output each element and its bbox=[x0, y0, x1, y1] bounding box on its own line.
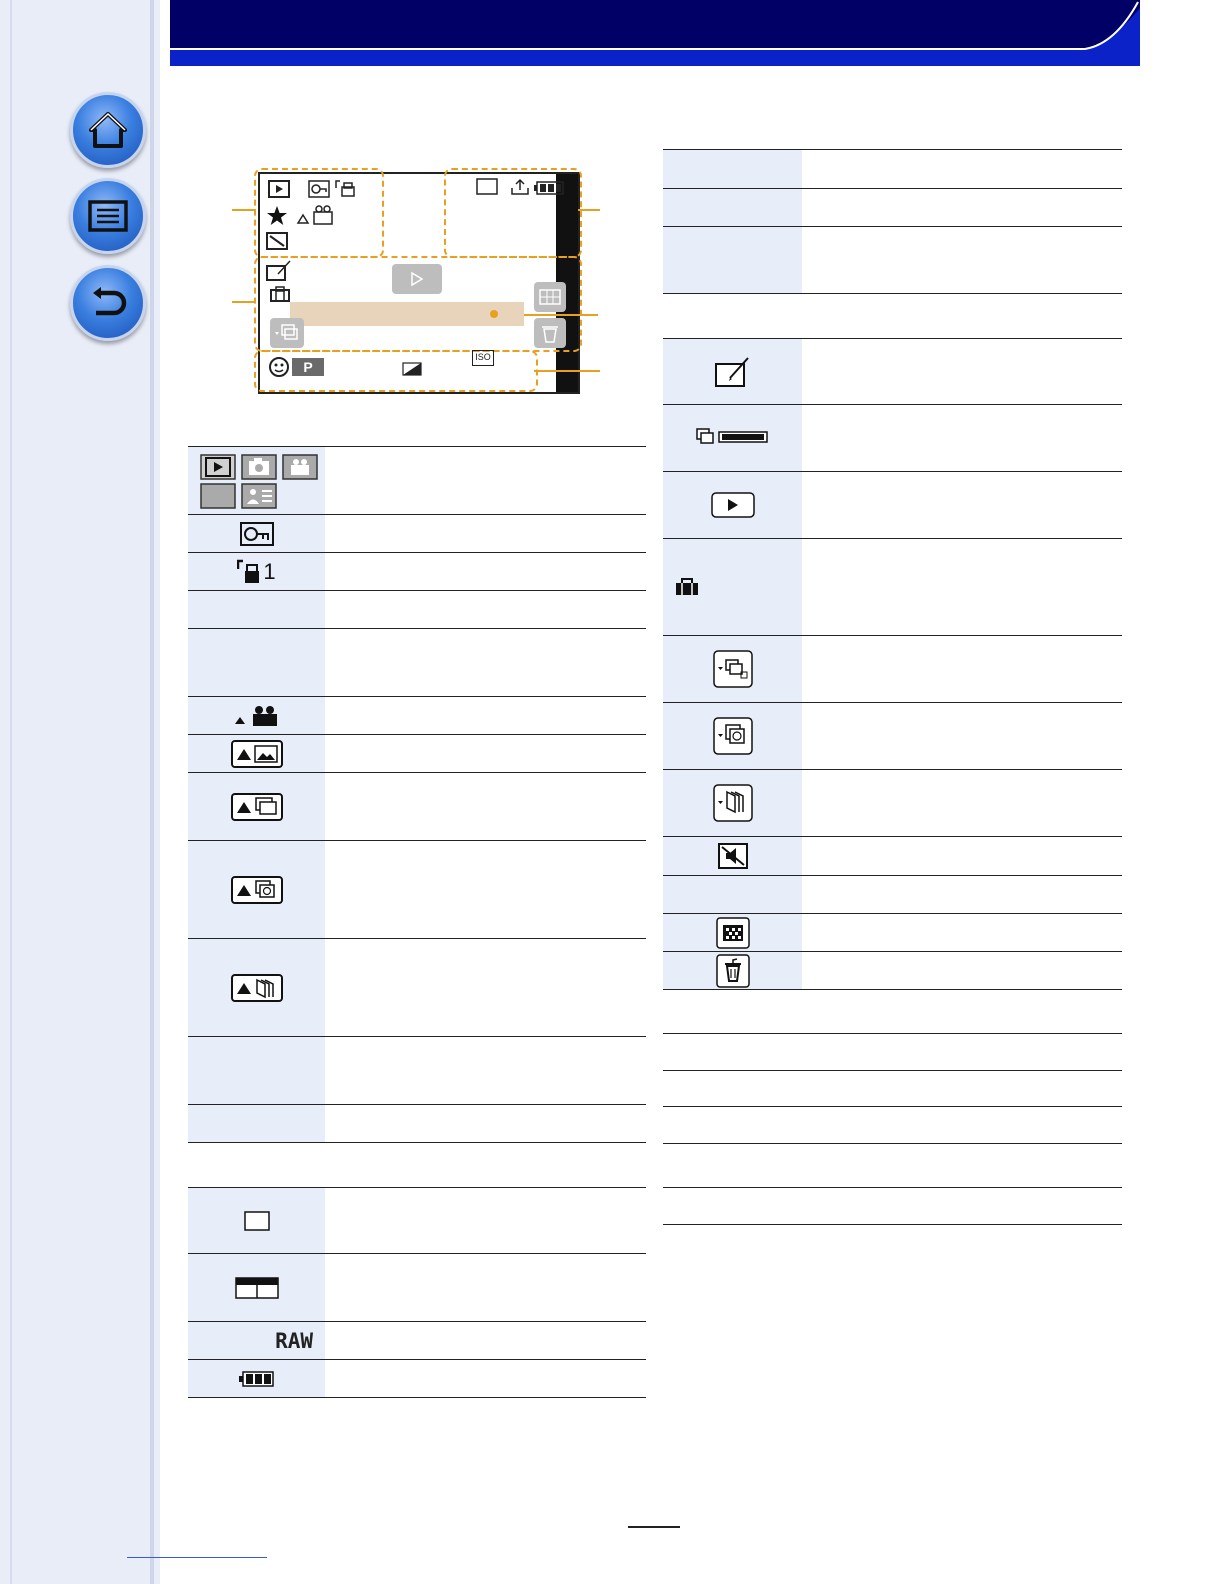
table-row bbox=[663, 703, 1122, 770]
playback-screen-diagram bbox=[228, 160, 608, 400]
table-row bbox=[188, 591, 646, 629]
travel-date-icon bbox=[675, 578, 699, 596]
table-row bbox=[663, 1188, 1122, 1225]
video-icon bbox=[296, 204, 340, 226]
play-icon bbox=[409, 271, 425, 287]
table-row bbox=[663, 472, 1122, 539]
sidebar-divider bbox=[150, 0, 154, 1584]
aspect-box bbox=[476, 178, 500, 196]
table-row bbox=[663, 189, 1122, 227]
thumbnail-icon bbox=[716, 917, 750, 949]
table-row bbox=[663, 405, 1122, 472]
burst-group-icon bbox=[231, 793, 283, 821]
table-row bbox=[188, 1188, 646, 1254]
table-row bbox=[663, 952, 1122, 990]
table-row bbox=[188, 553, 646, 591]
table-row bbox=[663, 1144, 1122, 1188]
table-row bbox=[188, 1037, 646, 1105]
iso-label: ISO bbox=[472, 350, 494, 366]
delete-button[interactable] bbox=[534, 318, 566, 348]
play-button[interactable] bbox=[392, 264, 442, 294]
table-row bbox=[188, 773, 646, 841]
callout-dot bbox=[490, 310, 498, 318]
table-row bbox=[663, 837, 1122, 876]
callout-3 bbox=[232, 301, 256, 303]
burst-button[interactable] bbox=[270, 318, 304, 348]
title-edit-icon bbox=[714, 356, 752, 388]
table-row bbox=[188, 1105, 646, 1143]
program-mode-badge: P bbox=[292, 358, 324, 376]
table-row bbox=[663, 539, 1122, 636]
contents-button[interactable] bbox=[70, 178, 146, 254]
print-set-icon bbox=[237, 559, 263, 585]
table-row bbox=[663, 914, 1122, 952]
status-bar bbox=[290, 302, 524, 326]
text-stamped-icon bbox=[266, 230, 290, 250]
protect-icon bbox=[308, 180, 330, 198]
trash-icon bbox=[716, 954, 750, 988]
icon-cell bbox=[188, 447, 325, 514]
table-row bbox=[663, 1107, 1122, 1144]
quality-icon bbox=[234, 1276, 280, 1300]
table-row bbox=[663, 1034, 1122, 1071]
table-row bbox=[188, 447, 646, 515]
mute-icon bbox=[718, 843, 748, 869]
trash-icon bbox=[541, 323, 559, 343]
sidebar-edge bbox=[10, 0, 12, 1584]
star-icon bbox=[266, 205, 288, 227]
interval-group-icon bbox=[231, 876, 283, 904]
scene-playback-icon bbox=[231, 740, 283, 768]
thumbnail-icon bbox=[539, 289, 561, 305]
table-row bbox=[188, 1143, 646, 1188]
print-set-icon bbox=[334, 178, 358, 198]
face-mode-icon bbox=[268, 356, 290, 378]
back-button[interactable] bbox=[70, 265, 146, 341]
animation-playback-icon bbox=[713, 784, 753, 822]
playback-mode-icon bbox=[268, 180, 290, 198]
table-row bbox=[188, 515, 646, 553]
table-row bbox=[188, 1360, 646, 1398]
callout-1 bbox=[232, 209, 256, 211]
animation-group-icon bbox=[231, 974, 283, 1002]
play-icon bbox=[711, 492, 755, 518]
table-row bbox=[663, 294, 1122, 339]
mode-icons-group bbox=[192, 451, 322, 511]
table-row bbox=[188, 735, 646, 773]
exposure-icon bbox=[402, 362, 422, 376]
table-row bbox=[663, 227, 1122, 294]
table-row bbox=[663, 990, 1122, 1034]
footer-link-underline[interactable] bbox=[127, 1557, 267, 1558]
burst-icon bbox=[274, 324, 300, 342]
upload-icon bbox=[510, 178, 530, 196]
page-number-underline bbox=[628, 1526, 680, 1528]
table-row bbox=[188, 841, 646, 939]
protect-icon bbox=[240, 522, 274, 546]
home-button[interactable] bbox=[70, 92, 146, 168]
callout-2 bbox=[578, 209, 600, 211]
home-icon bbox=[84, 106, 132, 154]
table-row bbox=[188, 629, 646, 697]
callout-4 bbox=[534, 370, 600, 372]
back-arrow-icon bbox=[84, 279, 132, 327]
burst-playback-icon bbox=[713, 650, 753, 688]
battery-icon bbox=[239, 1370, 275, 1388]
table-row bbox=[663, 1071, 1122, 1107]
table-row bbox=[188, 1322, 646, 1360]
print-count: 1 bbox=[263, 558, 276, 584]
interval-playback-icon bbox=[713, 717, 753, 755]
aspect-box bbox=[243, 1210, 271, 1232]
table-row bbox=[188, 697, 646, 735]
table-row bbox=[663, 150, 1122, 189]
page-header-banner bbox=[170, 0, 1140, 66]
table-row bbox=[188, 1254, 646, 1322]
table-row bbox=[188, 939, 646, 1037]
video-title-icon bbox=[233, 704, 281, 728]
contents-list-icon bbox=[84, 192, 132, 240]
table-row bbox=[663, 876, 1122, 914]
table-row bbox=[663, 770, 1122, 837]
title-edit-icon bbox=[266, 260, 292, 282]
travel-date-icon bbox=[270, 286, 290, 302]
battery-icon bbox=[534, 180, 566, 196]
table-row bbox=[663, 339, 1122, 405]
raw-label: RAW bbox=[275, 1328, 313, 1353]
thumbnail-button[interactable] bbox=[534, 282, 566, 312]
table-row bbox=[663, 636, 1122, 703]
burst-progress-icon bbox=[695, 426, 771, 450]
